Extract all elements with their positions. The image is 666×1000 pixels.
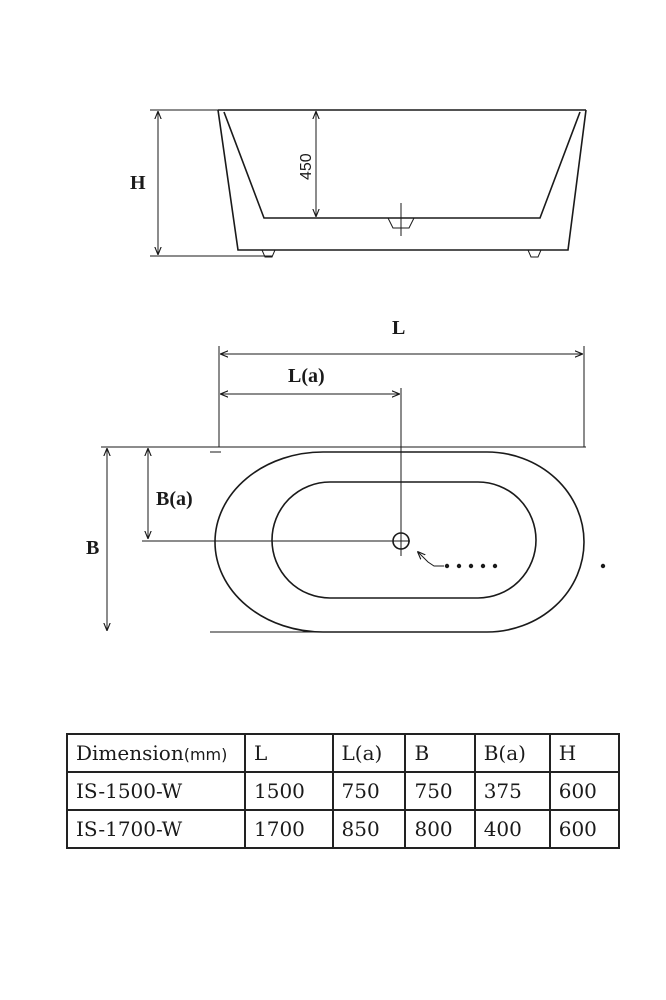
header-cell: L(a) (333, 734, 406, 772)
header-cell-dimension: Dimension(mm) (67, 734, 245, 772)
table-cell: 600 (550, 772, 619, 810)
table-cell: 1700 (245, 810, 333, 848)
table-cell: 750 (333, 772, 406, 810)
header-cell: B (405, 734, 474, 772)
tub-inner-profile (224, 112, 580, 218)
drain-icon (388, 203, 414, 236)
table-row (67, 810, 619, 848)
table-cell: 400 (475, 810, 550, 848)
overflow-pointer (418, 552, 444, 566)
table-cell: 800 (405, 810, 474, 848)
header-cell: H (550, 734, 619, 772)
tub-inner-outline (272, 482, 536, 598)
overflow-dots (445, 564, 497, 568)
height-label: H (130, 172, 146, 194)
table-cell: 375 (475, 772, 550, 810)
width-label: B (86, 537, 100, 559)
foot-right (528, 250, 541, 257)
header-cell: L (245, 734, 333, 772)
top-view (86, 317, 605, 632)
depth-label: 450 (298, 153, 315, 180)
table-header-row (67, 734, 619, 772)
table-cell: 1500 (245, 772, 333, 810)
table-cell: 600 (550, 810, 619, 848)
model-cell: IS-1700-W (67, 810, 245, 848)
length-label: L (392, 317, 406, 339)
table-cell: 850 (333, 810, 406, 848)
header-cell: B(a) (475, 734, 550, 772)
tub-outer-outline (215, 452, 584, 632)
model-cell: IS-1500-W (67, 772, 245, 810)
table-row (67, 772, 619, 810)
length-a-label: L(a) (288, 365, 325, 387)
width-a-label: B(a) (156, 488, 193, 510)
side-mark-dot (601, 564, 605, 568)
tub-outer-profile (218, 110, 586, 250)
dimension-table (66, 733, 620, 849)
table-cell: 750 (405, 772, 474, 810)
side-view (130, 110, 586, 257)
